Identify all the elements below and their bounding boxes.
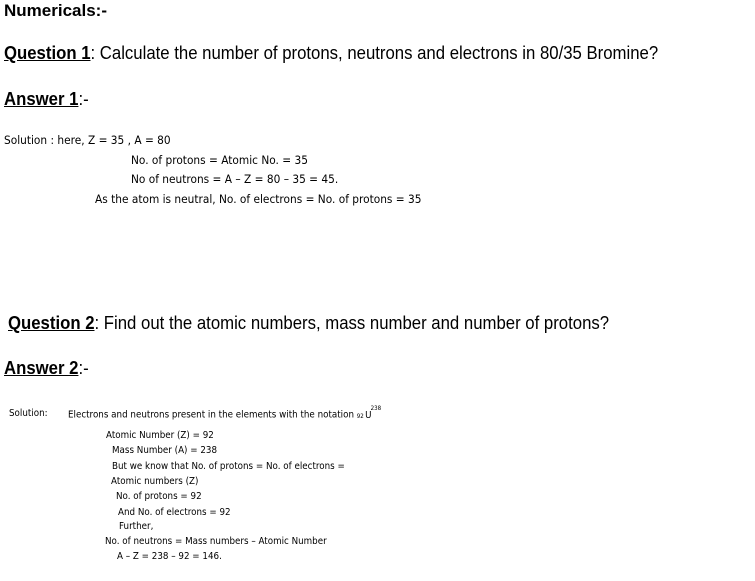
answer-1-line: Solution : here, Z = 35 , A = 80 — [4, 133, 171, 147]
answer-2-line: No. of neutrons = Mass numbers – Atomic Number — [105, 536, 327, 547]
solution-text — [68, 405, 383, 422]
isotope-symbol: U — [365, 410, 372, 421]
question-2 — [8, 313, 609, 334]
answer-1-label: Answer 1 — [4, 89, 79, 109]
question-1 — [4, 43, 658, 64]
answer-2-line: No. of protons = 92 — [116, 491, 202, 502]
answer-2-line: Mass Number (A) = 238 — [112, 445, 218, 456]
answer-1-suffix: :- — [78, 89, 89, 109]
answer-2-line: A – Z = 238 – 92 = 146. — [117, 551, 222, 562]
solution-statement: Electrons and neutrons present in the elements with the notation — [68, 409, 355, 421]
answer-1-line: No. of protons = Atomic No. = 35 — [131, 153, 308, 167]
solution-label: Solution: — [9, 408, 48, 419]
answer-1-heading — [4, 89, 89, 110]
question-1-label: Question 1 — [4, 43, 91, 63]
question-1-text: : Calculate the number of protons, neutrons and electrons in 80/35 Bromine? — [90, 43, 659, 63]
answer-1-line: No of neutrons = A – Z = 80 – 35 = 45. — [131, 172, 339, 186]
isotope-notation — [356, 405, 383, 422]
answer-2-suffix: :- — [78, 358, 89, 378]
question-2-text: : Find out the atomic numbers, mass number and number of protons? — [94, 313, 610, 333]
isotope-atomic-number: 92 — [356, 413, 364, 420]
section-heading: Numericals:- — [4, 1, 107, 20]
answer-2-line: But we know that No. of protons = No. of electrons = — [112, 461, 345, 472]
question-2-label: Question 2 — [8, 313, 95, 333]
answer-2-heading — [4, 358, 89, 379]
answer-2-line: And No. of electrons = 92 — [118, 507, 231, 518]
answer-2-line: Atomic numbers (Z) — [111, 476, 199, 487]
answer-2-line: Atomic Number (Z) = 92 — [106, 430, 214, 441]
answer-2-line: Further, — [119, 521, 154, 532]
answer-2-label: Answer 2 — [4, 358, 79, 378]
answer-1-line: As the atom is neutral, No. of electrons = No. of protons = 35 — [95, 192, 422, 206]
isotope-mass-number: 238 — [370, 405, 382, 412]
